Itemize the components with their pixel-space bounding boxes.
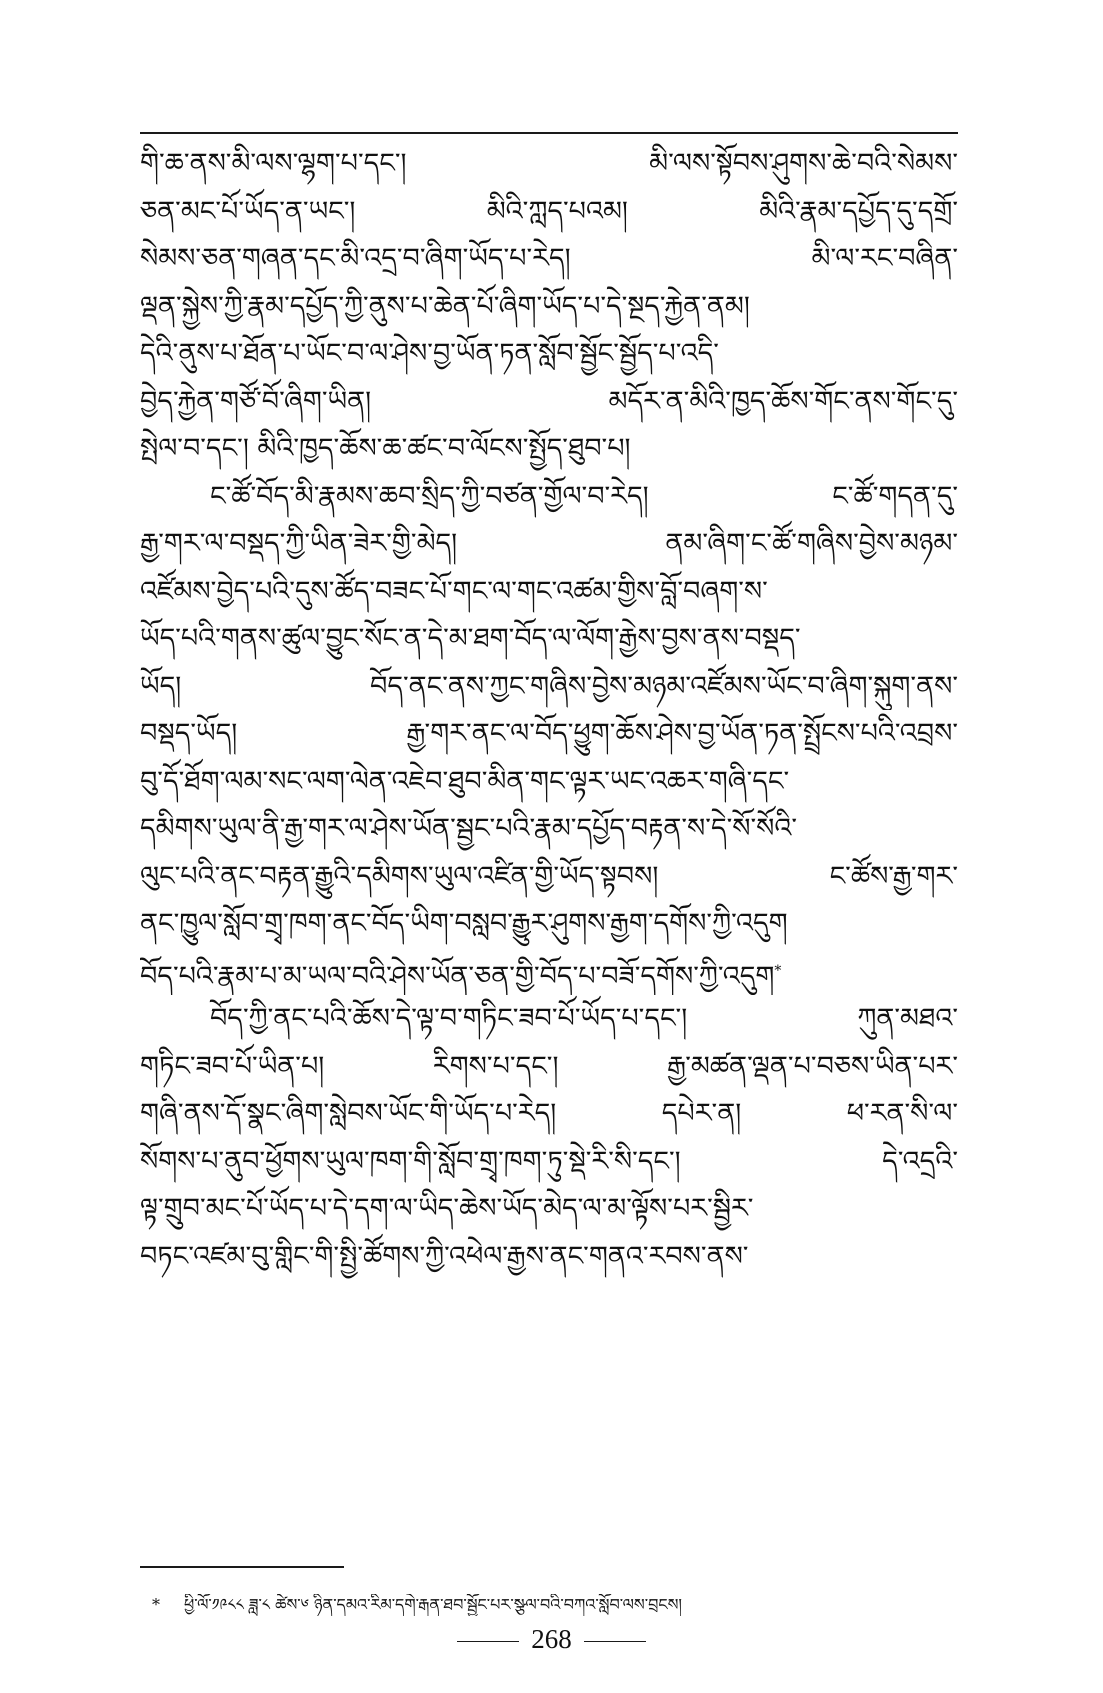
footnote-rule	[140, 1566, 344, 1568]
footnote-marker: *	[152, 1595, 160, 1614]
header-rule	[140, 132, 958, 134]
text-line: དམིགས་ཡུལ་ནི་རྒྱ་གར་ལ་ཤེས་ཡོན་སྦྱང་པའི་རྣམ་དཔྱོད་བརྟན་ས་དེ་སོ་སོའི་	[140, 813, 798, 844]
folio-dash-right	[584, 1641, 646, 1642]
footnote-reference: *	[774, 962, 782, 979]
text-line: འཛོམས་བྱེད་པའི་དུས་ཚོད་བཟང་པོ་གང་ལ་གང་འཚམ་གྱིས་བློ་བཞག་ས་	[140, 575, 768, 607]
text-line: གཞི་ནས་དོ་སྣང་ཞིག་སླེབས་ཡོང་གི་ཡོད་པ་རེད། དཔེར་ན། ཕ་རན་སི་ལ་	[140, 1098, 958, 1129]
text-line: བསྡད་ཡོད། རྒྱ་གར་ནང་ལ་བོད་ཕྱུག་ཆོས་ཤེས་བྱ་ཡོན་ཏན་སྤྲོངས་པའི་འབྲས་	[140, 718, 958, 749]
main-text	[140, 140, 958, 1280]
text-line: སེམས་ཅན་གཞན་དང་མི་འདྲ་བ་ཞིག་ཡོད་པ་རེད། མི་ལ་རང་བཞིན་	[140, 243, 958, 274]
text-line: བོད་པའི་རྣམ་པ་མ་ཡལ་བའི་ཤེས་ཡོན་ཅན་གྱི་བོད་པ་བཟོ་དགོས་ཀྱི་འདུག	[140, 960, 775, 992]
text-line: བྱེད་རྐྱེན་གཙོ་བོ་ཞིག་ཡིན། མདོར་ན་མིའི་ཁྱད་ཆོས་གོང་ནས་གོང་དུ་	[140, 385, 958, 417]
text-line: ང་ཚོ་བོད་མི་རྣམས་ཆབ་སྲིད་ཀྱི་བཙན་གྱོལ་བ་རེད། ང་ཚོ་གདན་དུ་	[210, 480, 958, 512]
text-line: རྒྱ་གར་ལ་བསྡད་ཀྱི་ཡིན་ཟེར་གྱི་མེད། ནམ་ཞིག་ང་ཚོ་གཞིས་བྱེས་མཉམ་	[140, 528, 958, 559]
footnote-text: ཕྱི་ལོ་༡༩༨༨ ཟླ་༨ ཚེས་༦ ཉིན་དམའ་རིམ་དགེ་རྒན་ཐབ་སྦྱོང་པར་སྩལ་བའི་བཀའ་སློབ་ལས་བྲངས།	[184, 1595, 682, 1614]
folio-dash-left	[457, 1641, 519, 1642]
text-line: གི་ཆ་ནས་མི་ལས་ལྷག་པ་དང་། མི་ལས་སྟོབས་ཤུགས་ཆེ་བའི་སེམས་	[140, 148, 958, 179]
page-number: 268	[531, 1624, 572, 1654]
text-line: ནང་ཁྱུལ་སློབ་གྲྭ་ཁག་ནང་བོད་ཡིག་བསླབ་རྒྱུར་ཤུགས་རྒྱག་དགོས་ཀྱི་འདུག	[140, 908, 788, 939]
page-number-block	[0, 1624, 1103, 1654]
text-line: སྤེལ་བ་དང་། མིའི་ཁྱད་ཆོས་ཆ་ཚང་བ་ལོངས་སྤྱོད་ཐུབ་པ།	[140, 433, 631, 464]
text-line-with-footnote-ref	[140, 948, 958, 996]
text-line: བོད་ཀྱི་ནང་པའི་ཆོས་དེ་ལྟ་བ་གཏིང་ཟབ་པོ་ཡོད་པ་དང་། ཀུན་མཐའ་	[210, 1003, 958, 1034]
text-line: དེའི་ནུས་པ་ཐོན་པ་ཡོང་བ་ལ་ཤེས་བྱ་ཡོན་ཏན་སློབ་སྦྱོང་སྦྱོད་པ་འདི་	[140, 338, 719, 369]
text-line: བུ་དོ་ཐོག་ལམ་སང་ལག་ལེན་འཇེབ་ཐུབ་མིན་གང་ལྟར་ཡང་འཆར་གཞི་དང་	[140, 765, 790, 797]
footnote	[152, 1594, 958, 1616]
text-line: བཏང་འཛམ་བུ་གླིང་གི་སྤྱི་ཚོགས་ཀྱི་འཕེལ་རྒྱས་ནང་གནའ་རབས་ནས་	[140, 1240, 749, 1272]
text-line: ཡོད་པའི་གནས་ཚུལ་བྱུང་སོང་ན་དེ་མ་ཐག་བོད་ལ་ལོག་རྒྱེས་བྱས་ནས་བསྡད་	[140, 623, 801, 654]
text-line: སོགས་པ་ནུབ་ཕྱོགས་ཡུལ་ཁག་གི་སློབ་གྲྭ་ཁག་ཏུ་སྡེ་རི་སི་དང་། དེ་འདྲའི་	[140, 1145, 958, 1177]
text-line: ཡོད། བོད་ནང་ནས་ཀྱང་གཞིས་བྱེས་མཉམ་འཛོམས་ཡོང་བ་ཞིག་སྐུག་ནས་	[140, 670, 958, 702]
text-line: གཏིང་ཟབ་པོ་ཡིན་པ། རིགས་པ་དང་། རྒྱ་མཚན་ལྡན་པ་བཅས་ཡིན་པར་	[140, 1050, 958, 1082]
text-line: ཅན་མང་པོ་ཡོད་ན་ཡང་། མིའི་ཀླད་པའམ། མིའི་རྣམ་དཔྱོད་དུ་དགྲོ་	[140, 195, 958, 227]
text-line: ལྡན་སྐྱེས་ཀྱི་རྣམ་དཔྱོད་ཀྱི་ནུས་པ་ཆེན་པོ་ཞིག་ཡོད་པ་དེ་སྔད་རྐྱེན་ནམ།	[140, 290, 750, 322]
text-line: ལྟ་གྲུབ་མང་པོ་ཡོད་པ་དེ་དག་ལ་ཡིད་ཆེས་ཡོད་མེད་ལ་མ་ལྟོས་པར་སྦྱིར་	[140, 1193, 754, 1224]
text-line: ལུང་པའི་ནང་བརྟན་རྒྱུའི་དམིགས་ཡུལ་འཛིན་གྱི་ཡོད་སྟབས། ང་ཚོས་རྒྱ་གར་	[140, 860, 958, 892]
